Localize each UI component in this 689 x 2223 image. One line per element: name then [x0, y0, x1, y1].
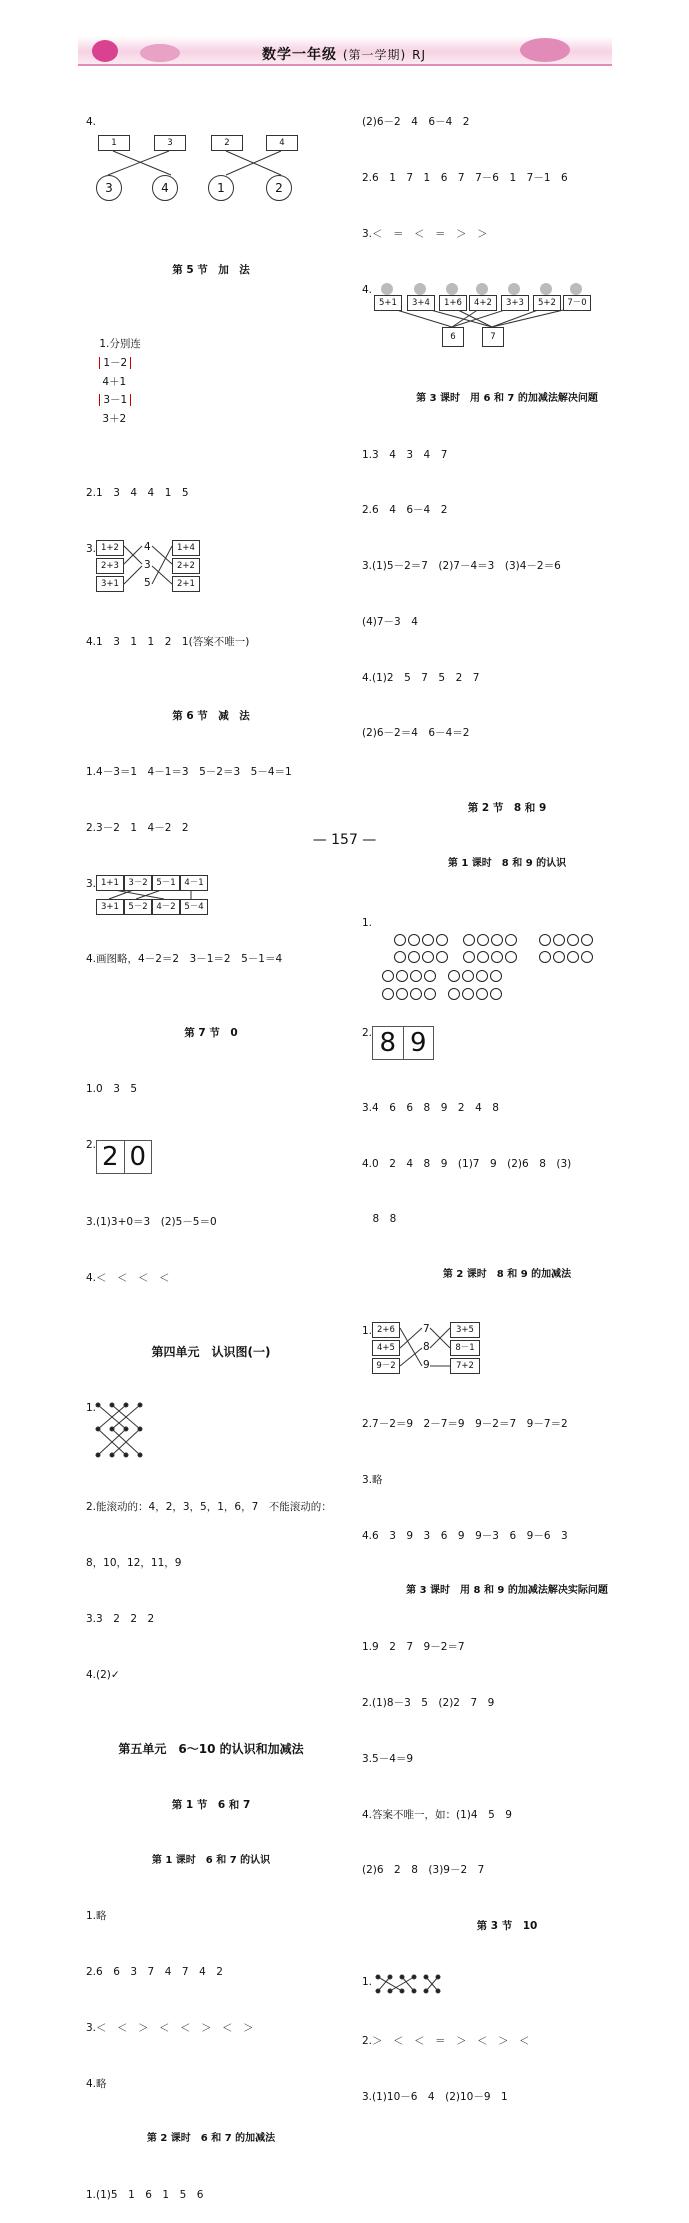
answer-line: 3.＜ ＝ ＜ ＝ ＞ ＞	[362, 227, 488, 240]
tree-expression: 5+1	[374, 295, 402, 311]
expression-card: 5－1	[152, 875, 180, 891]
answer-line: 3.略	[362, 1473, 383, 1486]
expression-card: 4－2	[152, 899, 180, 915]
number-node: 4	[144, 540, 151, 553]
page-header-title	[262, 44, 426, 64]
answer-line: 4.6 3 9 3 6 9 9－3 6 9－6 3	[362, 1529, 568, 1542]
expression-card: 5－4	[180, 899, 208, 915]
sec2-matching-figure: 1. 2+6 4+5 9－2 7 8 9 3+5 8－1 7+2	[362, 1322, 652, 1378]
tree-lines	[362, 281, 592, 353]
flower-number: 4	[152, 175, 178, 201]
answer-line: 2.6 1 7 1 6 7 7－6 1 7－1 6	[362, 171, 568, 184]
answer-box: 1－2	[99, 357, 131, 369]
question-label: 4.	[86, 116, 97, 129]
tree-expression: 5+2	[533, 295, 561, 311]
left-column	[86, 76, 336, 2223]
flower-number: 1	[208, 175, 234, 201]
book-title: 数学一年级	[262, 47, 337, 63]
answer-line: 1.0 3 5	[86, 1083, 138, 1096]
lesson-heading: 第 2 课时 6 和 7 的加减法	[146, 2133, 276, 2145]
lesson-heading: 第 3 课时 用 8 和 9 的加减法解决实际问题	[406, 1585, 608, 1597]
unit-heading: 第五单元 6～10 的认识和加减法	[118, 1741, 304, 1756]
bee-card: 3	[154, 135, 186, 151]
tree-expression: 4+2	[469, 295, 497, 311]
answer-line: (2)6－2 4 6－4 2	[362, 116, 470, 129]
expression-card: 9－2	[372, 1358, 400, 1374]
answer-line: 3.3 2 2 2	[86, 1612, 155, 1625]
answer-line: 1.(1)5 1 6 1 5 6	[86, 2189, 204, 2202]
expression-card: 2+6	[372, 1322, 400, 1338]
answer-line: 2.6 4 6－4 2	[362, 504, 448, 517]
expression-card: 5－2	[124, 899, 152, 915]
answer-card: 7	[482, 327, 504, 347]
answer-line: 2.能滚动的：4，2，3，5，1，6，7 不能滚动的：	[86, 1501, 332, 1514]
expression-card: 4－1	[180, 875, 208, 891]
expression-card: 2+3	[96, 558, 124, 574]
right-column	[362, 76, 652, 2125]
tree-expression: 3+4	[407, 295, 435, 311]
digit-grid: 8 9	[372, 1026, 434, 1060]
digit-writing-figure: 2. 8 9	[362, 1024, 652, 1062]
answer-line: 8，10，12，11，9	[86, 1557, 182, 1569]
answer-box: 3＋2	[102, 412, 127, 425]
dot-pattern-figure: 1.	[86, 1399, 336, 1461]
circle-group-row	[362, 966, 504, 1022]
sec3-dot-figure: 1.	[362, 1973, 652, 1995]
number-node: 7	[423, 1322, 430, 1335]
answer-line: 4.略	[86, 2077, 107, 2090]
expression-card: 3+1	[96, 576, 124, 592]
bee-matching-figure	[86, 113, 336, 205]
answer-line: 4.(1)2 5 7 5 2 7	[362, 671, 480, 684]
bee-card: 2	[211, 135, 243, 151]
lesson-heading: 第 1 课时 6 和 7 的认识	[151, 1854, 271, 1866]
circle-count-figure: 1.	[362, 910, 652, 986]
dot-cross-lines	[372, 1973, 452, 1995]
section-heading: 第 5 节 加 法	[172, 263, 250, 276]
expression-card: 3－2	[124, 875, 152, 891]
dot-lattice	[86, 1399, 166, 1461]
answer-line: 8 8	[362, 1213, 397, 1226]
answer-line: 2.1 3 4 4 1 5	[86, 487, 189, 500]
expression-card: 4+5	[372, 1340, 400, 1356]
page-number: — 157 —	[312, 832, 377, 848]
tree-expression: 3+3	[501, 295, 529, 311]
expression-card: 3+5	[450, 1322, 480, 1338]
digit-grid: 2 0	[96, 1140, 152, 1174]
answer-line: 3.＜ ＜ ＞ ＜ ＜ ＞ ＜ ＞	[86, 2021, 254, 2034]
expression-card: 7+2	[450, 1358, 480, 1374]
number-node: 9	[423, 1358, 430, 1371]
sec5-matching-figure: 3. 1+2 2+3 3+1 4 3 5 1+4 2+2 2+1	[86, 540, 336, 596]
expression-card: 2+2	[172, 558, 200, 574]
lesson-heading: 第 1 课时 8 和 9 的认识	[447, 857, 567, 869]
section-heading: 第 7 节 0	[184, 1027, 238, 1040]
header-decoration-flower	[140, 44, 180, 62]
answer-box: 3－1	[99, 394, 131, 406]
answer-line: (2)6 2 8 (3)9－2 7	[362, 1864, 485, 1877]
bee-card: 4	[266, 135, 298, 151]
answer-box: 4＋1	[102, 375, 127, 388]
expression-card: 2+1	[172, 576, 200, 592]
flower-number: 3	[96, 175, 122, 201]
answer-line: 4.0 2 4 8 9 (1)7 9 (2)6 8 (3)	[362, 1157, 572, 1170]
number-node: 5	[144, 576, 151, 589]
answer-line: 4.1 3 1 1 2 1(答案不唯一)	[86, 636, 250, 649]
book-edition: RJ	[412, 48, 427, 62]
unit-heading: 第四单元 认识图(一)	[151, 1345, 271, 1360]
header-decoration-right	[520, 38, 570, 62]
number-node: 3	[144, 558, 151, 571]
section-heading: 第 3 节 10	[476, 1920, 538, 1933]
book-term: (第一学期)	[342, 48, 407, 62]
digit-writing-figure: 2. 2 0	[86, 1136, 336, 1176]
answer-line: 1.分别连 1－2 4＋1 3－1 3＋2	[99, 338, 141, 425]
header-decoration-left	[92, 40, 118, 62]
answer-line: 1.9 2 7 9－2＝7	[362, 1641, 465, 1654]
flower-number: 2	[266, 175, 292, 201]
section-heading: 第 6 节 减 法	[172, 710, 250, 723]
tree-expression: 7－0	[563, 295, 591, 311]
expression-card: 8－1	[450, 1340, 480, 1356]
answer-line: 1.4－3＝1 4－1＝3 5－2＝3 5－4＝1	[86, 766, 292, 779]
answer-line: 2.3－2 1 4－2 2	[86, 822, 189, 834]
answer-line: 2.＞ ＜ ＜ ＝ ＞ ＜ ＞ ＜	[362, 2035, 530, 2048]
answer-line: 4.(2)✓	[86, 1668, 120, 1681]
answer-line: 4.画图略，4－2＝2 3－1＝2 5－1＝4	[86, 952, 283, 965]
lesson-heading: 第 2 课时 8 和 9 的加减法	[442, 1269, 572, 1281]
answer-line: 3.4 6 6 8 9 2 4 8	[362, 1101, 499, 1114]
answer-line: 2.7－2＝9 2－7＝9 9－2＝7 9－7＝2	[362, 1418, 568, 1431]
answer-line: 3.(1)5－2＝7 (2)7－4＝3 (3)4－2＝6	[362, 560, 561, 573]
expression-card: 1+4	[172, 540, 200, 556]
answer-line: (4)7－3 4	[362, 615, 418, 628]
answer-line: 3.(1)10－6 4 (2)10－9 1	[362, 2090, 508, 2103]
expression-card: 3+1	[96, 899, 124, 915]
answer-line: 4.答案不唯一，如：(1)4 5 9	[362, 1808, 512, 1821]
answer-line: 1.略	[86, 1910, 107, 1923]
tree-expression: 1+6	[439, 295, 467, 311]
answer-line: 3.(1)3+0＝3 (2)5－5＝0	[86, 1216, 217, 1229]
lesson-heading: 第 3 课时 用 6 和 7 的加减法解决问题	[416, 392, 598, 404]
expression-card: 1+2	[96, 540, 124, 556]
section-heading: 第 2 节 8 和 9	[467, 801, 547, 814]
answer-line: 3.5－4＝9	[362, 1752, 414, 1765]
answer-line: 4.＜ ＜ ＜ ＜	[86, 1271, 170, 1284]
answer-card: 6	[442, 327, 464, 347]
answer-line: 2.(1)8－3 5 (2)2 7 9	[362, 1696, 495, 1709]
answer-line: 2.6 6 3 7 4 7 4 2	[86, 1966, 223, 1979]
tree-matching-figure: 4. 5+1 3+4 1+6 4+2 3+3 5+2 7－0 6 7	[362, 281, 652, 353]
expression-card: 1+1	[96, 875, 124, 891]
answer-line: 1.3 4 3 4 7	[362, 448, 448, 461]
section-heading: 第 1 节 6 和 7	[171, 1798, 251, 1811]
answer-line: (2)6－2＝4 6－4＝2	[362, 727, 470, 740]
bee-card: 1	[98, 135, 130, 151]
number-node: 8	[423, 1340, 430, 1353]
sec6-matching-figure: 3. 1+1 3－2 5－1 4－1 3+1 5－2 4－2 5－4	[86, 875, 336, 913]
